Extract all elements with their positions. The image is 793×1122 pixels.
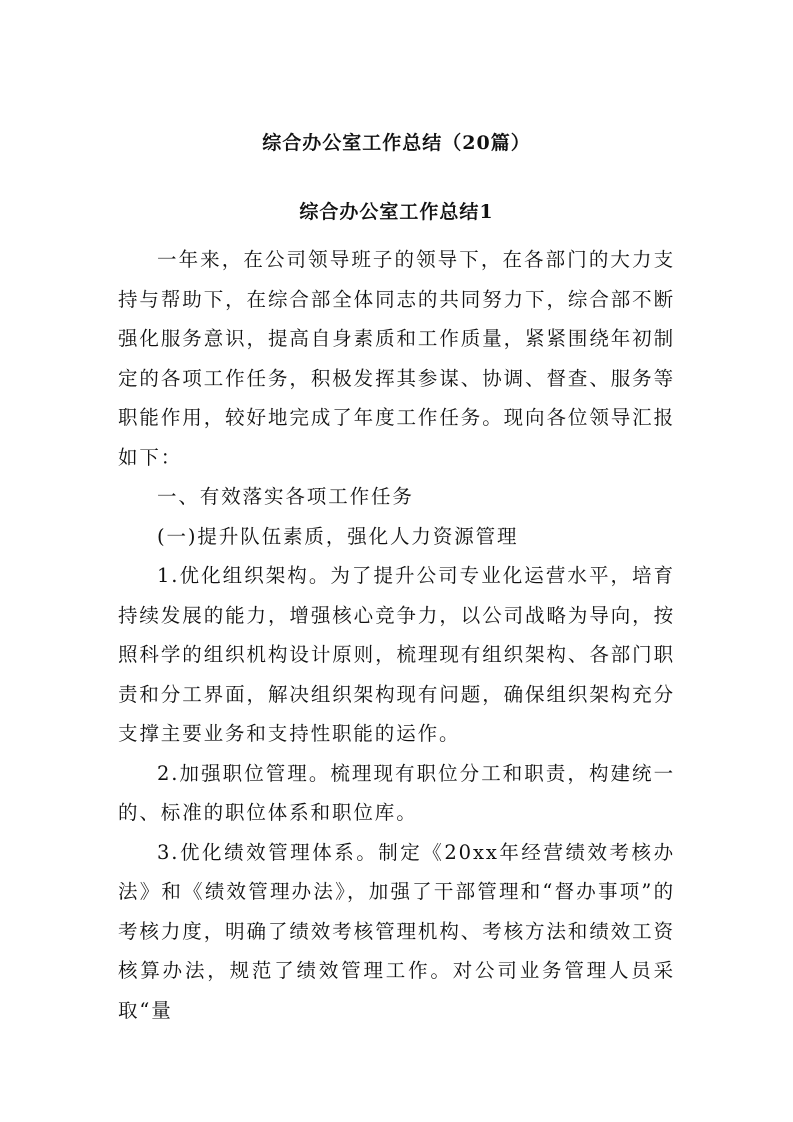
paragraph-intro: 一年来，在公司领导班子的领导下，在各部门的大力支持与帮助下，在综合部全体同志的共同努力下，综合部不断强化服务意识，提高自身素质和工作质量，紧紧围绕年初制定的各项工作任务，积极发挥其参谋、协调、督查、服务等职能作用，较好地完成了年度工作任务。现向各位领导汇报如下： bbox=[118, 248, 675, 469]
paragraph-item-1: 1.优化组织架构。为了提升公司专业化运营水平，培育持续发展的能力，增强核心竞争力，以公司战略为导向，按照科学的组织机构设计原则，梳理现有组织架构、各部门职责和分工界面，解决组织架构现有问题，确保组织架构充分支撑主要业务和支持性职能的运作。 bbox=[118, 564, 675, 745]
document-body bbox=[118, 240, 675, 1030]
document-title: 综合办公室工作总结（20篇） bbox=[262, 132, 531, 154]
paragraph-item-2: 2.加强职位管理。梳理现有职位分工和职责，构建统一的、标准的职位体系和职位库。 bbox=[118, 761, 675, 824]
heading-level-1: 一、有效落实各项工作任务 bbox=[157, 485, 414, 508]
section-title: 综合办公室工作总结1 bbox=[299, 201, 494, 223]
paragraph-item-3: 3.优化绩效管理体系。制定《20xx年经营绩效考核办法》和《绩效管理办法》，加强了干部管理和“督办事项”的考核力度，明确了绩效考核管理机构、考核方法和绩效工资核算办法，规范了绩效管理工作。对公司业务管理人员采取“量 bbox=[118, 840, 675, 1022]
heading-level-2: (一)提升队伍素质，强化人力资源管理 bbox=[157, 524, 519, 548]
